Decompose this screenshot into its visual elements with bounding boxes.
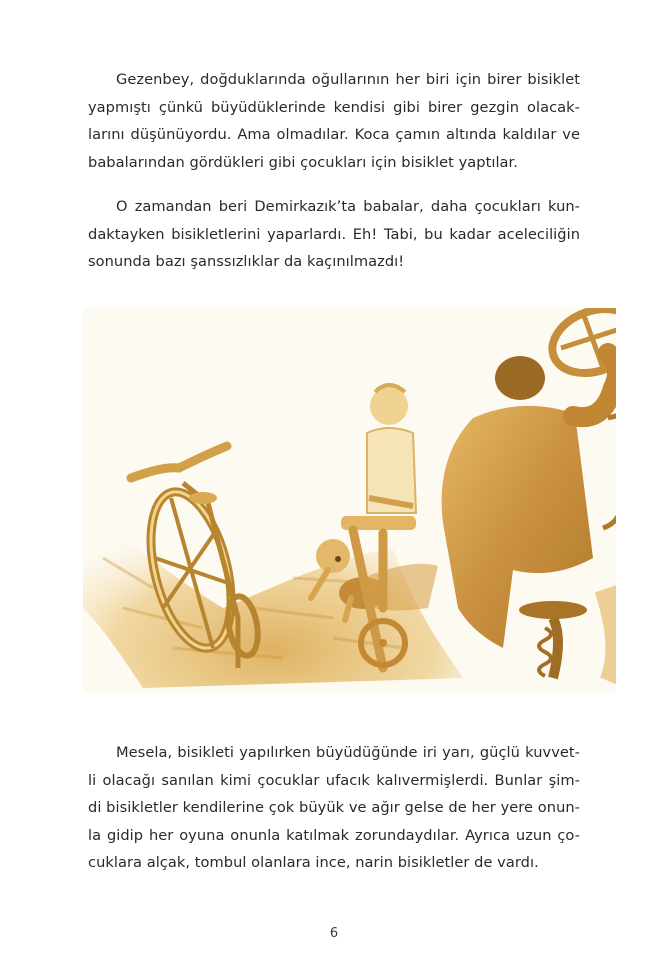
text-line: Gezenbey, doğduklarında oğullarının her biri için birer bisiklet [116, 71, 580, 88]
text-line: cuklara alçak, tombul olanlara ince, narin bisikletler de vardı. [88, 854, 539, 872]
text-line: babalarından gördükleri gibi çocukları için bisiklet yaptılar. [88, 153, 518, 171]
bicycle-workshop-illustration [83, 308, 616, 693]
illustration [83, 308, 616, 693]
text-line: sonunda bazı şanssızlıklar da kaçınılmazdı! [88, 253, 405, 271]
paragraph-2 [88, 193, 580, 276]
text-line: la gidip her oyuna onunla katılmak zorundaydılar. Ayrıca uzun ço- [88, 826, 580, 844]
boy [367, 385, 416, 513]
paragraph-3 [88, 739, 580, 877]
man-building-bicycle [442, 308, 616, 683]
text-line: Mesela, bisikleti yapılırken büyüdüğünde iri yarı, güçlü kuvvet- [116, 744, 580, 761]
text-line: O zamandan beri Demirkazık’ta babalar, daha çocukları kun- [116, 198, 580, 215]
text-line: daktayken bisikletlerini yaparlardı. Eh! Tabi, bu kadar aceleciliğin [88, 225, 580, 243]
text-line: yapmıştı çünkü büyüdüklerinde kendisi gibi birer gezgin olacak- [88, 98, 580, 116]
paragraph-1 [88, 66, 580, 176]
text-line: di bisikletler kendilerine çok büyük ve ağır gelse de her yere onun- [88, 799, 580, 817]
page-number: 6 [329, 926, 339, 941]
text-line: li olacağı sanılan kimi çocuklar ufacık kalıvermişlerdi. Bunlar şim- [88, 771, 580, 789]
text-line: larını düşünüyordu. Ama olmadılar. Koca çamın altında kaldılar ve [88, 126, 580, 144]
